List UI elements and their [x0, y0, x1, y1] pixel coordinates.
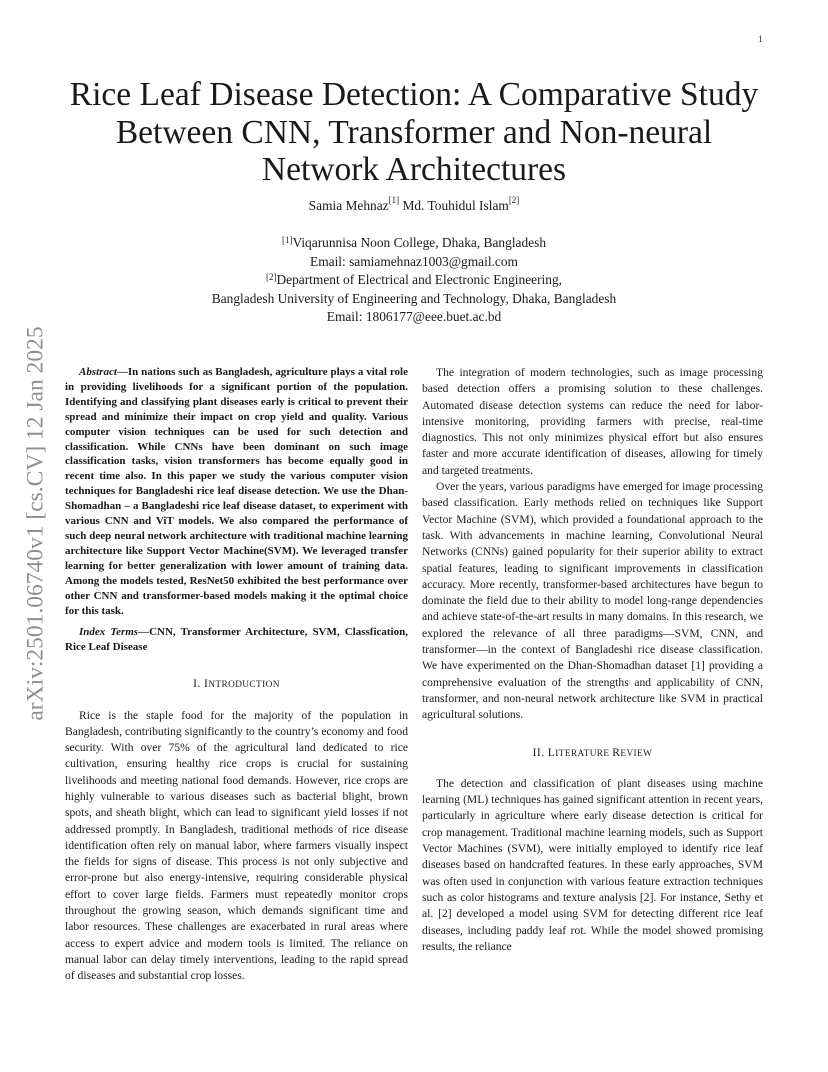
right-column	[422, 365, 763, 955]
abstract-label: Abstract	[79, 366, 117, 378]
author-name: Md. Touhidul Islam	[402, 198, 509, 213]
affiliation-1: [1]Viqarunnisa Noon College, Dhaka, Bangladesh	[281, 235, 547, 250]
email-2[interactable]: Email: 1806177@eee.buet.ac.bd	[326, 309, 502, 324]
index-terms	[65, 625, 408, 655]
page-number: 1	[758, 34, 763, 44]
arxiv-identifier-stamp[interactable]: arXiv:2501.06740v1 [cs.CV] 12 Jan 2025	[22, 326, 49, 721]
paper-title: Rice Leaf Disease Detection: A Comparative Study Between CNN, Transformer and Non-neural Network Architectures	[69, 76, 759, 188]
author-list	[100, 195, 728, 214]
abstract-text: —In nations such as Bangladesh, agriculture plays a vital role in providing livelihoods for a significant portion of the population. Identifying and classifying plant diseases early is critical to prevent their spread and minimize their impact on crop yield and quality. Various computer vision techniques can be used for such detection and classification. While CNNs have been dominant on such image classification tasks, vision transformers has become equally good in recent time also. In this paper we study the various computer vision techniques for Bangladeshi rice leaf disease detection. We use the Dhan-Shomadhan – a Bangladeshi rice leaf disease dataset, to experiment with various CNN and ViT models. We also compared the performance of such deep neural network architecture with traditional machine learning architecture like Support Vector Machine(SVM). We leveraged transfer learning for better generalization with lower amount of training data. Among the models tested, ResNet50 exhibited the best performance over other CNN and transformer-based models making it the optimal choice for this task.	[65, 366, 408, 617]
affiliation-mark: [2]	[508, 195, 520, 205]
affiliation-2: [2]Department of Electrical and Electronic Engineering,	[265, 272, 563, 287]
section-heading-literature-review: II. LITERATURE REVIEW	[532, 745, 653, 759]
email-1[interactable]: Email: samiamehnaz1003@gmail.com	[310, 253, 518, 269]
literature-review-paragraph-1: The detection and classification of plant diseases using machine learning (ML) techniques has gained significant attention in recent years, particularly in agriculture where early disease detection is critical for crop management. Traditional machine learning models, such as Support Vector Machines (SVM), were initially employed to identify rice leaf diseases based on handcrafted features. In these early approaches, SVM was often used in conjunction with various feature extraction techniques such as color histograms and texture analysis [2]. For instance, Sethy et al. [2] developed a model using SVM for detecting different rice leaf diseases, including paddy leaf rot. While the model showed promising results, the reliance	[422, 776, 763, 953]
introduction-paragraph-1: Rice is the staple food for the majority of the population in Bangladesh, contributing significantly to the country’s economy and food security. With over 75% of the agricultural land dedicated to rice cultivation, ensuring healthy rice crops is crucial for sustaining livelihoods and meeting national food demands. However, rice crops are highly vulnerable to various diseases such as bacterial blight, brown spots, and sheath blight, which can lead to significant yield losses if not addressed promptly. In Bangladesh, traditional methods of rice disease identification often rely on manual labor, where farmers visually inspect the fields for signs of disease. This process is not only subjective and error-prone but also energy-intensive, requiring considerable physical effort to cover large fields. Farmers must repeatedly monitor crops throughout the growing season, which demands significant time and labor resources. These challenges are exacerbated in rural areas where access to expert advice and modern tools is limited. The reliance on manual labor can delay timely interventions, leading to the rapid spread of diseases and substantial crop losses.	[65, 708, 408, 983]
affiliations	[100, 234, 728, 327]
introduction-paragraph-3: Over the years, various paradigms have emerged for image processing based classification. Early methods relied on techniques like Support Vector Machine (SVM), which provided a foundational approach to the task. With advancements in machine learning, Convolutional Neural Networks (CNNs) gained popularity for their superior ability to extract spatial features, leading to significant improvements in classification accuracy. More recently, transformer-based architectures have begun to dominate the field due to their ability to model long-range dependencies and achieve state-of-the-art results in many domains. In this research, we explored the relevance of all three paradigms—SVM, CNN, and transformer—in the context of Bangladeshi rice disease classification. We have experimented on the Dhan-Shomadhan dataset [1] providing a comprehensive evaluation of the strengths and applicability of CNN, transformer, and non-neural network architecture like SVM in practical agricultural solutions.	[422, 480, 763, 722]
index-terms-text: —CNN, Transformer Architecture, SVM, Classfication, Rice Leaf Disease	[65, 626, 408, 654]
affiliation-mark: [1]	[281, 235, 293, 245]
affiliation-2-institution: Bangladesh University of Engineering and Technology, Dhaka, Bangladesh	[211, 290, 617, 306]
affiliation-mark: [2]	[265, 272, 277, 282]
left-column	[65, 365, 408, 985]
introduction-paragraph-2: The integration of modern technologies, such as image processing based detection offers a promising solution to these challenges. Automated disease detection systems can reduce the need for labor-intensive monitoring, providing farmers with precise, real-time diagnostics. This not only minimizes physical effort but also ensures faster and more accurate identification of diseases, allowing for timely and targeted treatments.	[422, 366, 763, 477]
section-heading-introduction: I. INTRODUCTION	[193, 677, 280, 691]
affiliation-mark: [1]	[388, 195, 400, 205]
abstract	[65, 365, 408, 618]
index-terms-label: Index Terms	[79, 626, 139, 639]
author-name: Samia Mehnaz	[308, 198, 389, 213]
